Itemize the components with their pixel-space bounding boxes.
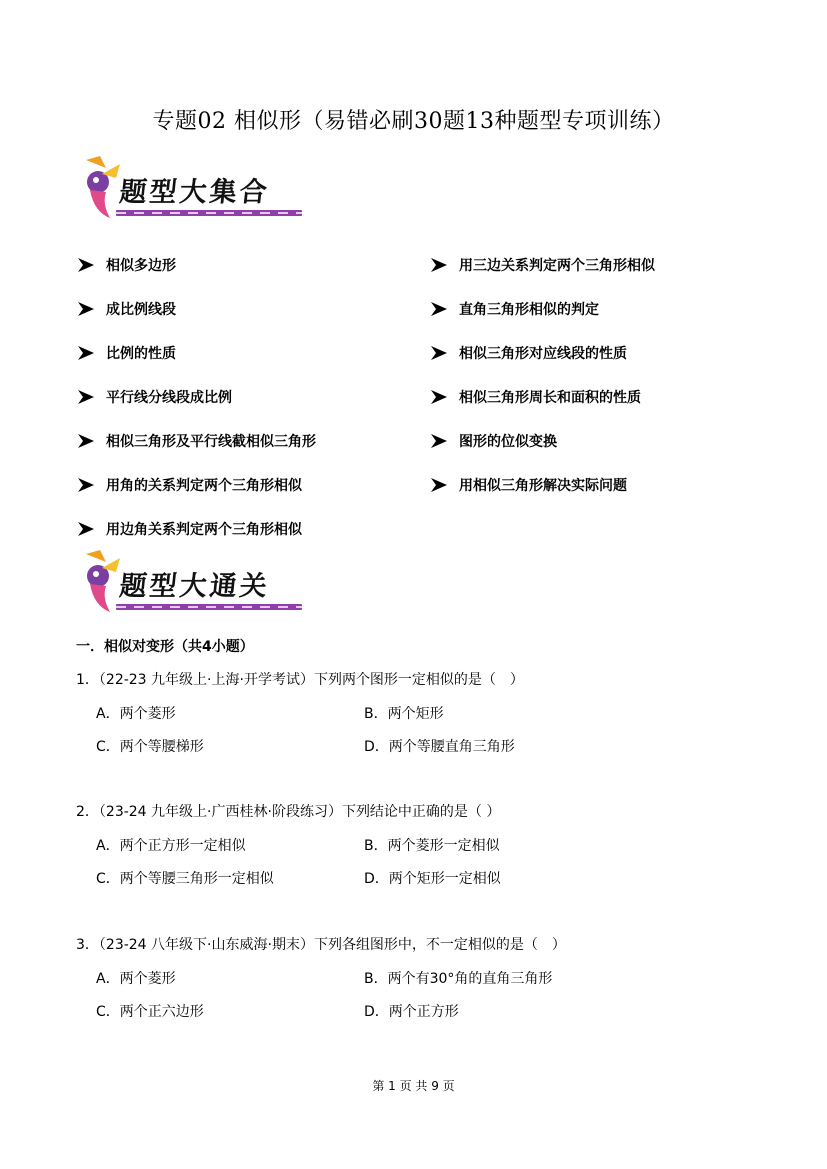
page-footer: 第 1 页 共 9 页	[372, 1079, 455, 1093]
option-a: A．两个菱形	[96, 971, 176, 987]
arrow-bullet-icon	[76, 475, 96, 495]
question-stem: 2．（23-24 九年级上·广西桂林·阶段练习）下列结论中正确的是（ ）	[76, 804, 501, 820]
topic-label: 比例的性质	[106, 346, 176, 362]
arrow-bullet-icon	[429, 475, 449, 495]
banner-underline	[116, 604, 302, 610]
topic-label: 相似三角形周长和面积的性质	[459, 390, 641, 406]
topic-item	[429, 243, 655, 287]
question-stem: 1．（22-23 九年级上·上海·开学考试）下列两个图形一定相似的是（ ）	[76, 672, 524, 688]
topic-label: 相似多边形	[106, 258, 176, 274]
banner-underline	[116, 210, 302, 216]
topic-item	[429, 419, 655, 463]
option-c: C．两个等腰三角形一定相似	[96, 871, 274, 887]
arrow-bullet-icon	[76, 255, 96, 275]
option-b: B．两个菱形一定相似	[364, 838, 500, 854]
topic-item	[76, 463, 316, 507]
option-b: B．两个矩形	[364, 706, 444, 722]
option-d: D．两个矩形一定相似	[364, 871, 501, 887]
section-heading: 一．相似对变形（共4小题）	[76, 639, 254, 655]
option-b: B．两个有30°角的直角三角形	[364, 971, 553, 987]
banner-topic-practice	[76, 546, 306, 618]
option-a: A．两个正方形一定相似	[96, 838, 246, 854]
topic-list-right	[429, 243, 655, 507]
topic-label: 成比例线段	[106, 302, 176, 318]
banner-text: 题型大通关	[118, 571, 272, 602]
banner-text: 题型大集合	[118, 177, 272, 208]
topic-label: 直角三角形相似的判定	[459, 302, 599, 318]
topic-item	[429, 287, 655, 331]
topic-item	[76, 507, 316, 551]
topic-item	[76, 243, 316, 287]
option-c: C．两个正六边形	[96, 1004, 204, 1020]
topic-label: 用相似三角形解决实际问题	[459, 478, 627, 494]
page-title: 专题02 相似形（易错必刷30题13种题型专项训练）	[152, 109, 675, 134]
topic-item	[429, 331, 655, 375]
option-d: D．两个正方形	[364, 1004, 459, 1020]
banner-topic-collection	[76, 152, 306, 224]
arrow-bullet-icon	[429, 255, 449, 275]
topic-item	[429, 463, 655, 507]
topic-item	[76, 331, 316, 375]
arrow-bullet-icon	[76, 431, 96, 451]
arrow-bullet-icon	[429, 299, 449, 319]
topic-item	[76, 419, 316, 463]
arrow-bullet-icon	[76, 299, 96, 319]
topic-item	[76, 375, 316, 419]
topic-item	[429, 375, 655, 419]
topic-label: 图形的位似变换	[459, 434, 557, 450]
option-c: C．两个等腰梯形	[96, 739, 204, 755]
option-d: D．两个等腰直角三角形	[364, 739, 515, 755]
topic-label: 用边角关系判定两个三角形相似	[106, 522, 302, 538]
arrow-bullet-icon	[76, 519, 96, 539]
topic-label: 用角的关系判定两个三角形相似	[106, 478, 302, 494]
arrow-bullet-icon	[429, 431, 449, 451]
arrow-bullet-icon	[429, 343, 449, 363]
arrow-bullet-icon	[429, 387, 449, 407]
arrow-bullet-icon	[76, 343, 96, 363]
option-a: A．两个菱形	[96, 706, 176, 722]
topic-label: 相似三角形对应线段的性质	[459, 346, 627, 362]
topic-list-left	[76, 243, 316, 551]
arrow-bullet-icon	[76, 387, 96, 407]
topic-label: 用三边关系判定两个三角形相似	[459, 258, 655, 274]
topic-label: 相似三角形及平行线截相似三角形	[106, 434, 316, 450]
question-stem: 3．（23-24 八年级下·山东威海·期末）下列各组图形中，不一定相似的是（ ）	[76, 937, 566, 953]
topic-item	[76, 287, 316, 331]
topic-label: 平行线分线段成比例	[106, 390, 232, 406]
